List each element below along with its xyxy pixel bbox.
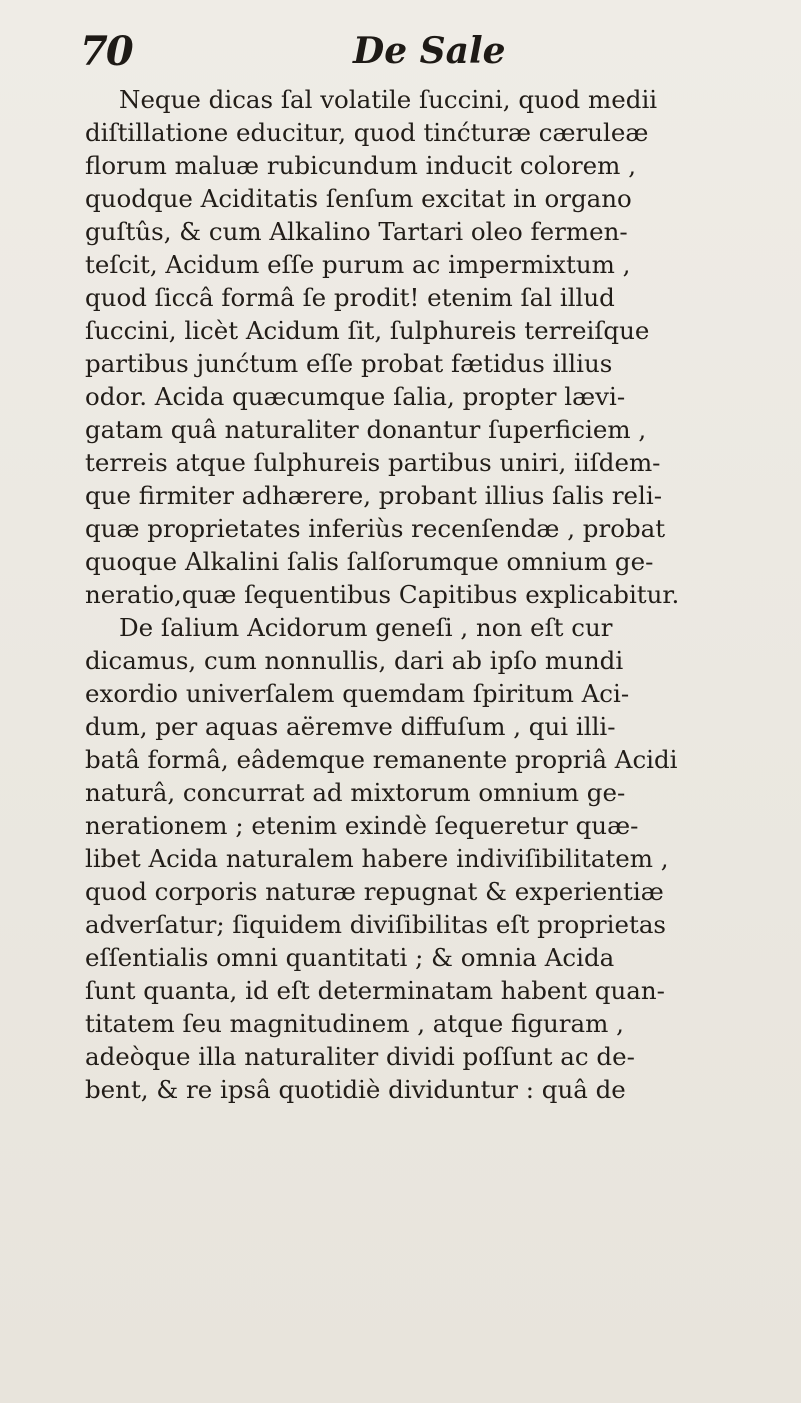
text-line: neratio,quæ ſequentibus Capitibus explicabitur. xyxy=(85,580,680,609)
text-line: De ſalium Acidorum geneſi , non eſt cur xyxy=(119,613,613,642)
text-line: quoque Alkalini ſalis ſalſorumque omnium ge- xyxy=(85,547,654,576)
text-line: guſtûs, & cum Alkalino Tartari oleo fermen- xyxy=(85,217,628,246)
text-line: titatem ſeu magnitudinem , atque figuram , xyxy=(85,1009,624,1038)
page-header xyxy=(0,24,801,84)
text-line: ſuccini, licèt Acidum ſit, ſulphureis terreiſque xyxy=(85,316,650,345)
text-line: batâ formâ, eâdemque remanente propriâ Acidi xyxy=(85,745,678,774)
text-line: dicamus, cum nonnullis, dari ab ipſo mundi xyxy=(85,646,624,675)
text-line: Neque dicas ſal volatile ſuccini, quod medii xyxy=(119,85,658,114)
text-line: eſſentialis omni quantitati ; & omnia Acida xyxy=(85,943,615,972)
text-line: ſunt quanta, id eſt determinatam habent quan- xyxy=(85,976,665,1005)
text-line: diſtillatione educitur, quod tinćturæ cæruleæ xyxy=(85,118,649,147)
text-line: adverſatur; ſiquidem diviſibilitas eſt proprietas xyxy=(85,910,667,939)
text-line: quæ proprietates inferiùs recenſendæ , probat xyxy=(85,514,666,543)
text-line: quodque Aciditatis ſenſum excitat in organo xyxy=(85,184,632,213)
text-line: teſcit, Acidum eſſe purum ac impermixtum , xyxy=(85,250,631,279)
text-line: quod ſiccâ formâ ſe prodit! etenim ſal illud xyxy=(85,283,615,312)
text-line: adeòque illa naturaliter dividi poſſunt ac de- xyxy=(85,1042,635,1071)
text-line: florum maluæ rubicundum inducit colorem , xyxy=(85,151,636,180)
running-head: De Sale xyxy=(353,30,506,72)
text-line: exordio univerſalem quemdam ſpiritum Aci- xyxy=(85,679,630,708)
text-line: partibus junćtum eſſe probat fætidus illius xyxy=(85,349,613,378)
text-line: dum, per aquas aëremve diffuſum , qui illi- xyxy=(85,712,616,741)
text-line: naturâ, concurrat ad mixtorum omnium ge- xyxy=(85,778,626,807)
page-number: 70 xyxy=(80,28,132,75)
text-line: bent, & re ipsâ quotidiè dividuntur : quâ de xyxy=(85,1075,626,1104)
text-line: odor. Acida quæcumque ſalia, propter lævi- xyxy=(85,382,626,411)
text-line: gatam quâ naturaliter donantur ſuperficiem , xyxy=(85,415,647,444)
text-line: terreis atque ſulphureis partibus uniri, iiſdem- xyxy=(85,448,661,477)
text-line: nerationem ; etenim exindè ſequeretur quæ- xyxy=(85,811,639,840)
text-line: libet Acida naturalem habere indiviſibilitatem , xyxy=(85,844,669,873)
text-line: quod corporis naturæ repugnat & experientiæ xyxy=(85,877,664,906)
text-line: que firmiter adhærere, probant illius ſalis reli- xyxy=(85,481,663,510)
